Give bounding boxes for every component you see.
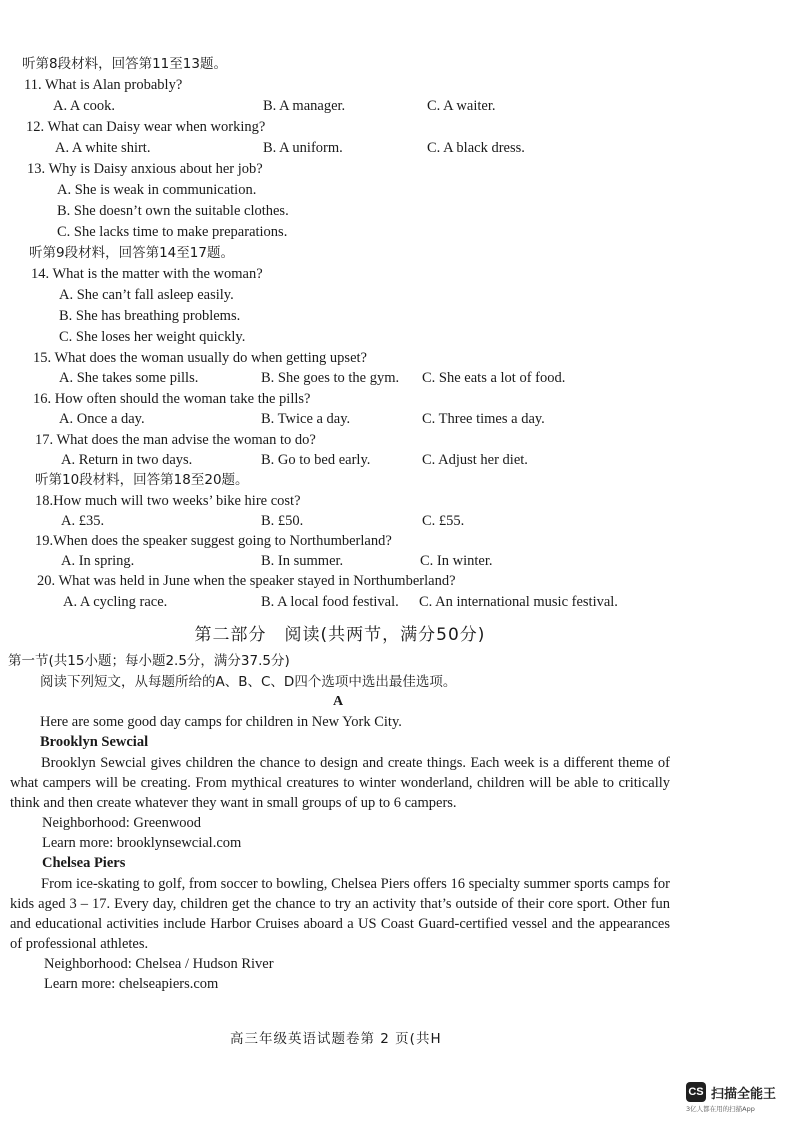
q18-option-b: B. £50. <box>261 513 304 529</box>
camp2-text: From ice-skating to golf, from soccer to bowling, Chelsea Piers offers 16 specialty summer sports camps for kids aged 3 – 17. Every day, children get the chance to try an activity that’s outside of their core sport. Other fun and educational activities include Harbor Cruises aboard a US Coast Guard-certified vessel and the appearances of professional athletes. <box>10 876 670 952</box>
part2-title: 第二部分 阅读(共两节，满分50分) <box>194 625 486 645</box>
q15-option-a: A. She takes some pills. <box>59 370 199 386</box>
q15-option-c: C. She eats a lot of food. <box>422 370 566 386</box>
cs-badge-icon: CS <box>686 1082 706 1102</box>
q13-option-c: C. She lacks time to make preparations. <box>57 224 288 240</box>
q16-option-a: A. Once a day. <box>59 411 145 427</box>
q15-option-b: B. She goes to the gym. <box>261 370 400 386</box>
camp2-description <box>10 874 670 954</box>
scanner-logo <box>686 1082 776 1102</box>
question-20: 20. What was held in June when the speaker stayed in Northumberland? <box>37 573 456 589</box>
question-18: 18.How much will two weeks’ bike hire cost? <box>35 493 301 509</box>
camp1-text: Brooklyn Sewcial gives children the chance to design and create things. Each week is a different theme of what campers will be creating. From mythical creatures to winter wonderland, children will be able to critically think and then create whatever they want in small groups of up to 6 campers. <box>10 755 670 811</box>
section-heading-8: 听第8段材料，回答第11至13题。 <box>22 56 227 72</box>
question-19: 19.When does the speaker suggest going to Northumberland? <box>35 533 392 549</box>
q14-option-c: C. She loses her weight quickly. <box>59 329 246 345</box>
q13-option-a: A. She is weak in communication. <box>57 182 257 198</box>
q20-option-b: B. A local food festival. <box>261 594 399 610</box>
q19-option-b: B. In summer. <box>261 553 344 569</box>
question-16: 16. How often should the woman take the pills? <box>33 391 311 407</box>
q18-option-a: A. £35. <box>61 513 105 529</box>
q17-option-a: A. Return in two days. <box>61 452 193 468</box>
q19-option-c: C. In winter. <box>420 553 493 569</box>
passage-letter: A <box>333 694 344 709</box>
camp2-name: Chelsea Piers <box>42 855 126 871</box>
camp2-neighborhood: Neighborhood: Chelsea / Hudson River <box>44 956 274 972</box>
camp1-name: Brooklyn Sewcial <box>40 734 149 750</box>
q11-option-a: A. A cook. <box>53 98 116 114</box>
q17-option-c: C. Adjust her diet. <box>422 452 528 468</box>
q19-option-a: A. In spring. <box>61 553 135 569</box>
q11-option-b: B. A manager. <box>263 98 346 114</box>
camp1-description <box>10 753 670 813</box>
q12-option-b: B. A uniform. <box>263 140 343 156</box>
q18-option-c: C. £55. <box>422 513 465 529</box>
q20-option-a: A. A cycling race. <box>63 594 168 610</box>
section1-heading: 第一节(共15小题；每小题2.5分，满分37.5分) <box>8 653 290 669</box>
camp1-learn-more: Learn more: brooklynsewcial.com <box>42 835 242 851</box>
q14-option-a: A. She can’t fall asleep easily. <box>59 287 234 303</box>
q16-option-c: C. Three times a day. <box>422 411 545 427</box>
page-footer: 高三年级英语试题卷第 2 页(共H <box>230 1031 442 1047</box>
q13-option-b: B. She doesn’t own the suitable clothes. <box>57 203 289 219</box>
section-heading-10: 听第10段材料，回答第18至20题。 <box>35 472 249 488</box>
reading-instruction: 阅读下列短文，从每题所给的A、B、C、D四个选项中选出最佳选项。 <box>40 674 457 690</box>
q12-option-a: A. A white shirt. <box>55 140 151 156</box>
passage-intro: Here are some good day camps for children in New York City. <box>40 714 402 730</box>
logo-tagline: 3亿人都在用的扫描App <box>686 1105 755 1113</box>
question-13: 13. Why is Daisy anxious about her job? <box>27 161 263 177</box>
q20-option-c: C. An international music festival. <box>419 594 618 610</box>
q14-option-b: B. She has breathing problems. <box>59 308 241 324</box>
camp1-neighborhood: Neighborhood: Greenwood <box>42 815 202 831</box>
q17-option-b: B. Go to bed early. <box>261 452 371 468</box>
section-heading-9: 听第9段材料，回答第14至17题。 <box>29 245 234 261</box>
question-14: 14. What is the matter with the woman? <box>31 266 263 282</box>
camp2-learn-more: Learn more: chelseapiers.com <box>44 976 219 992</box>
question-17: 17. What does the man advise the woman to do? <box>35 432 316 448</box>
question-12: 12. What can Daisy wear when working? <box>26 119 266 135</box>
logo-name: 扫描全能王 <box>711 1086 777 1102</box>
q12-option-c: C. A black dress. <box>427 140 525 156</box>
question-11: 11. What is Alan probably? <box>24 77 183 93</box>
q11-option-c: C. A waiter. <box>427 98 496 114</box>
question-15: 15. What does the woman usually do when getting upset? <box>33 350 367 366</box>
q16-option-b: B. Twice a day. <box>261 411 351 427</box>
